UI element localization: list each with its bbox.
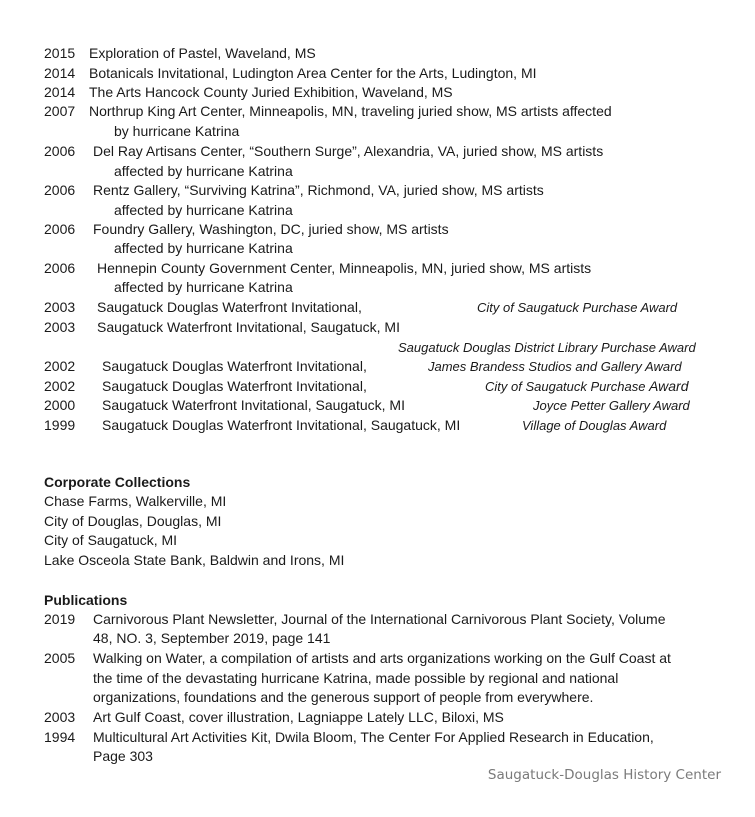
exhibition-year: 2015 — [44, 45, 76, 61]
publication-year: 2003 — [44, 709, 76, 725]
exhibition-text: Exploration of Pastel, Waveland, MS — [89, 45, 316, 61]
exhibition-year: 2006 — [44, 221, 76, 237]
exhibition-text: Saugatuck Douglas Waterfront Invitational, — [102, 358, 367, 374]
publication-continuation: Page 303 — [93, 748, 153, 764]
corporate-collections-heading: Corporate Collections — [44, 474, 191, 490]
publication-text: Carnivorous Plant Newsletter, Journal of the International Carnivorous Plant Society, Volume — [93, 611, 666, 627]
exhibition-continuation: affected by hurricane Katrina — [114, 279, 293, 295]
publications-heading: Publications — [44, 592, 128, 608]
exhibition-continuation: by hurricane Katrina — [114, 123, 240, 139]
award-text-part: City of Saugatuck Purchase — [485, 379, 646, 394]
exhibition-year: 2006 — [44, 182, 76, 198]
exhibition-text: Rentz Gallery, “Surviving Katrina”, Richmond, VA, juried show, MS artists — [93, 182, 544, 198]
exhibition-year: 2003 — [44, 319, 76, 335]
exhibition-text: Del Ray Artisans Center, “Southern Surge”, Alexandria, VA, juried show, MS artists — [93, 143, 604, 159]
publication-text: Walking on Water, a compilation of artists and arts organizations working on the Gulf Coast at — [93, 650, 671, 666]
publication-continuation: 48, NO. 3, September 2019, page 141 — [93, 630, 331, 646]
exhibition-text: The Arts Hancock County Juried Exhibition, Waveland, MS — [89, 84, 453, 100]
award-text-part: Award — [649, 378, 689, 394]
publication-text: Art Gulf Coast, cover illustration, Lagniappe Lately LLC, Biloxi, MS — [93, 709, 504, 725]
exhibition-year: 2002 — [44, 378, 76, 394]
exhibition-text: Northrup King Art Center, Minneapolis, MN, traveling juried show, MS artists affected — [89, 103, 612, 119]
exhibition-year: 2002 — [44, 358, 76, 374]
exhibition-text: Botanicals Invitational, Ludington Area Center for the Arts, Ludington, MI — [89, 65, 537, 81]
exhibition-year: 2000 — [44, 397, 76, 413]
publication-year: 2019 — [44, 611, 76, 627]
award-text: City of Saugatuck Purchase Award — [477, 300, 678, 315]
collection-item: City of Saugatuck, MI — [44, 532, 178, 548]
award-text: James Brandess Studios and Gallery Award — [428, 359, 682, 374]
award-text: Village of Douglas Award — [522, 418, 667, 433]
watermark-text: Saugatuck-Douglas History Center — [487, 767, 721, 783]
publication-continuation: organizations, foundations and the generous support of people from everywhere. — [93, 689, 594, 705]
publication-year: 1994 — [44, 729, 76, 745]
exhibition-year: 2006 — [44, 143, 76, 159]
collection-item: Lake Osceola State Bank, Baldwin and Irons, MI — [44, 552, 345, 568]
exhibition-text: Foundry Gallery, Washington, DC, juried show, MS artists — [93, 221, 449, 237]
collection-item: Chase Farms, Walkerville, MI — [44, 493, 227, 509]
exhibition-text: Saugatuck Waterfront Invitational, Saugatuck, MI — [102, 397, 405, 413]
publication-year: 2005 — [44, 650, 76, 666]
award-text: Joyce Petter Gallery Award — [533, 398, 690, 413]
exhibition-continuation: affected by hurricane Katrina — [114, 240, 293, 256]
award-text: Saugatuck Douglas District Library Purchase Award — [398, 340, 696, 355]
publication-continuation: the time of the devastating hurricane Katrina, made possible by regional and national — [93, 670, 619, 686]
exhibition-text: Saugatuck Douglas Waterfront Invitational, Saugatuck, MI — [102, 417, 461, 433]
exhibition-continuation: affected by hurricane Katrina — [114, 163, 293, 179]
exhibition-year: 2003 — [44, 299, 76, 315]
exhibition-text: Saugatuck Douglas Waterfront Invitational, — [97, 299, 362, 315]
exhibition-text: Saugatuck Waterfront Invitational, Saugatuck, MI — [97, 319, 400, 335]
exhibition-text: Saugatuck Douglas Waterfront Invitational, — [102, 378, 367, 394]
award-text — [485, 377, 688, 396]
exhibition-year: 2014 — [44, 65, 76, 81]
exhibition-year: 2014 — [44, 84, 76, 100]
exhibition-year: 2006 — [44, 260, 76, 276]
exhibition-text: Hennepin County Government Center, Minneapolis, MN, juried show, MS artists — [97, 260, 592, 276]
collection-item: City of Douglas, Douglas, MI — [44, 513, 222, 529]
exhibition-year: 2007 — [44, 103, 76, 119]
exhibition-year: 1999 — [44, 417, 76, 433]
exhibition-continuation: affected by hurricane Katrina — [114, 202, 293, 218]
publication-text: Multicultural Art Activities Kit, Dwila Bloom, The Center For Applied Research in Education, — [93, 729, 654, 745]
